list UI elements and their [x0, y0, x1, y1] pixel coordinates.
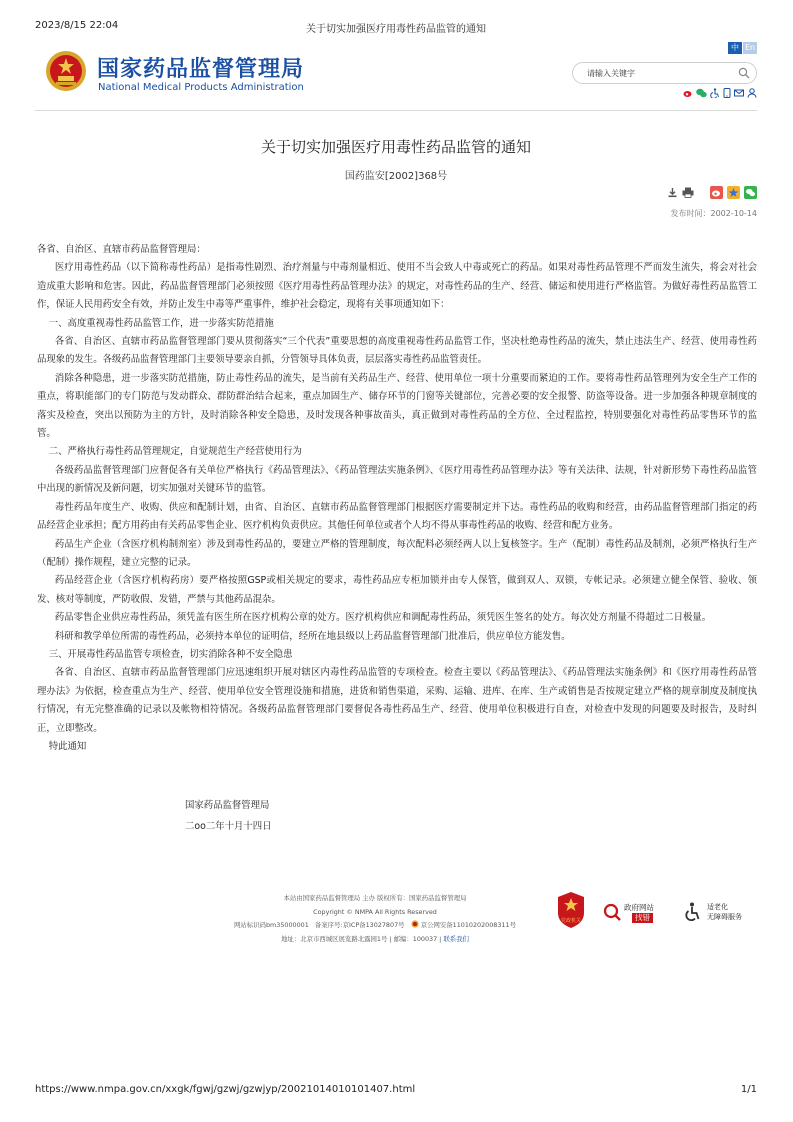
- contact-us-link[interactable]: 联系我们: [443, 934, 469, 943]
- lang-zh-button[interactable]: 中: [728, 42, 742, 54]
- footer-address: [215, 933, 535, 947]
- footer-copyright: Copyright © NMPA All Rights Reserved: [313, 907, 437, 916]
- search-icon[interactable]: [738, 67, 750, 79]
- print-timestamp: 2023/8/15 22:04: [35, 20, 119, 31]
- site-footer: [215, 892, 535, 946]
- article-tools: [667, 186, 757, 199]
- footer-address-text: 地址：北京市西城区展览路北露园1号 | 邮编：100037 |: [281, 934, 442, 943]
- gov-error-search-icon: [603, 903, 621, 921]
- share-wechat-icon[interactable]: [744, 186, 757, 199]
- paragraph: 各级药品监督管理部门应督促各有关单位严格执行《药品管理法》、《药品管理法实施条例》、《医疗用毒性药品管理办法》等有关法律、法规，针对新形势下毒性药品监管中出现的新情况及新问题，切实加强对关键环节的监管。: [37, 464, 757, 495]
- header-divider: [35, 110, 757, 111]
- article-title: 关于切实加强医疗用毒性药品监管的通知: [260, 138, 531, 156]
- accessibility-icon[interactable]: [710, 88, 720, 98]
- share-qzone-icon[interactable]: [727, 186, 740, 199]
- search-input[interactable]: [587, 67, 727, 80]
- site-name-cn[interactable]: 国家药品监督管理局: [97, 57, 305, 82]
- footer-records: [215, 919, 535, 933]
- language-switch: [728, 42, 757, 54]
- print-header: [35, 20, 757, 34]
- paragraph: 各省、自治区、直辖市药品监督管理部门要从贯彻落实“三个代表”重要思想的高度重视毒性药品监管工作，坚决杜绝毒性药品的流失，禁止违法生产、经营、使用毒性药品现象的发生。各级药品监督管理部门主要领导要亲自抓，分管领导具体负责，层层落实毒性药品监管责任。: [37, 336, 757, 366]
- paragraph: 药品经营企业（含医疗机构药房）要严格按照GSP或相关规定的要求，毒性药品应专柜加锁并由专人保管，做到双人、双锁，专帐记录。必须建立健全保管、验收、领发、核对等制度，严防收假、发错，严禁与其他药品混杂。: [37, 575, 757, 605]
- site-name-en[interactable]: National Medical Products Administration: [98, 82, 304, 93]
- footer-site-id: 网站标识码bm35000001: [234, 921, 309, 929]
- section-heading: 一、高度重视毒性药品监管工作，进一步落实防范措施: [48, 317, 274, 329]
- download-icon[interactable]: [667, 187, 678, 198]
- footer-icp[interactable]: 备案序号:京ICP备13027807号: [314, 921, 405, 929]
- paragraph: 各省、自治区、直辖市药品监督管理部门应迅速组织开展对辖区内毒性药品监管的专项检查。检查主要以《药品管理法》、《药品管理法实施条例》和《医疗用毒性药品管理办法》为依据，检查重点为生产、经营、使用单位安全管理设施和措施，进货和销售渠道，采购、运输、进库、在库、生产或销售是否按规定建立严格的规章制度及制度执行情况，有无完整准确的记录以及帐物相符情况。各级药品监督管理部门要督促各毒性药品生产、经营、使用单位积极进行自查，对检查中发现的问题要及时报告，及时纠正，立即整改。: [37, 667, 757, 734]
- document-number: 国药监安[2002]368号: [344, 171, 448, 182]
- footer-police-record[interactable]: 京公网安备11010202008311号: [420, 921, 516, 929]
- paragraph: 各省、自治区、直辖市药品监督管理局：: [37, 244, 206, 255]
- party-badge-text: 党政机关: [560, 918, 582, 924]
- mobile-icon[interactable]: [723, 88, 731, 98]
- paragraph: 科研和教学单位所需的毒性药品，必须持本单位的证明信，经所在地县级以上药品监督管理部门批准后，供应单位方能发售。: [54, 630, 571, 642]
- share-weibo-icon[interactable]: [710, 186, 723, 199]
- section-heading: 二、严格执行毒性药品管理规定，自觉规范生产经营使用行为: [48, 446, 302, 458]
- publish-date: 发布时间：2002-10-14: [670, 209, 757, 218]
- paragraph: 药品生产企业（含医疗机构制剂室）涉及到毒性药品的，要建立严格的管理制度，每次配料必须经两人以上复核签字。生产（配制）毒性药品及制剂，必须严格执行生产（配制）操作规程，建立完整的记录。: [37, 538, 757, 568]
- wheelchair-icon: [683, 902, 701, 922]
- party-government-badge-icon[interactable]: [556, 891, 586, 929]
- section-heading: 特此通知: [48, 740, 87, 752]
- paragraph: 药品零售企业供应毒性药品，须凭盖有医生所在医疗机构公章的处方。医疗机构供应和调配毒性药品，须凭医生签名的处方。每次处方剂量不得超过二日极量。: [54, 612, 712, 624]
- print-page-title: 关于切实加强医疗用毒性药品监管的通知: [306, 24, 486, 35]
- accessibility-service-badge[interactable]: [683, 900, 753, 924]
- mail-icon[interactable]: [734, 88, 744, 98]
- wechat-icon[interactable]: [696, 88, 707, 98]
- national-emblem-icon: [45, 50, 87, 92]
- user-icon[interactable]: [747, 88, 757, 98]
- accessibility-line2: 无障碍服务: [707, 913, 742, 921]
- gov-error-line1: 政府网站: [624, 903, 654, 912]
- signature-org: 国家药品监督管理局: [185, 800, 270, 811]
- search-box: [572, 62, 757, 84]
- social-icons: [683, 88, 757, 98]
- site-header: [35, 40, 757, 106]
- paragraph: 医疗用毒性药品（以下简称毒性药品）是指毒性剧烈、治疗剂量与中毒剂量相近、使用不当会致人中毒或死亡的药品。如果对毒性药品管理不严而发生流失，将会对社会造成重大影响和危害。因此，药品监督管理部门必须按照《医疗用毒性药品管理办法》的规定，对毒性药品的生产、经营、储运和使用进行严格监管。为做好毒性药品监管工作，保证人民用药安全有效，并防止发生中毒等严重事件，维护社会稳定，现将有关事项通知如下：: [37, 262, 757, 311]
- weibo-icon[interactable]: [683, 88, 693, 98]
- gov-site-error-badge[interactable]: [603, 900, 663, 924]
- paragraph: 消除各种隐患，进一步落实防范措施，防止毒性药品的流失，是当前有关药品生产、经营、使用单位一项十分重要而紧迫的工作。要将毒性药品管理列为安全生产工作的重点，将职能部门的专门防范与发动群众、群防群治结合起来，重点加固生产、储存环节的门窗等关键部位，完善必要的安全报警、防盗等设备。进一步加强各种规章制度的落实及检查，突出以预防为主的方针，及时消除各种安全隐患，及时发现各种事故苗头，真正做到对毒性药品的全方位、全过程监控，特别要强化对毒性药品零售环节的监管。: [37, 372, 757, 440]
- print-footer: [35, 1084, 757, 1098]
- accessibility-line1: 适老化: [707, 903, 728, 911]
- signature-date: 二oo二年十月十四日: [185, 821, 272, 832]
- article-body: [37, 241, 757, 756]
- print-icon[interactable]: [682, 187, 694, 198]
- section-heading: 三、开展毒性药品监管专项检查，切实消除各种不安全隐患: [48, 648, 293, 660]
- print-page-number: 1/1: [740, 1084, 757, 1095]
- police-badge-icon: [411, 920, 419, 928]
- gov-error-line2: 找错: [632, 913, 653, 923]
- print-url: https://www.nmpa.gov.cn/xxgk/fgwj/gzwj/gzwjyp/20021014010101407.html: [35, 1084, 416, 1095]
- footer-sponsor: 本站由国家药品监督管理局 主办 版权所有：国家药品监督管理局: [283, 894, 467, 902]
- paragraph: 毒性药品年度生产、收购、供应和配制计划，由省、自治区、直辖市药品监督管理部门根据医疗需要制定并下达。毒性药品的收购和经营，由药品监督管理部门指定的药品经营企业承担；配方用药由有关药品零售企业、医疗机构负责供应。其他任何单位或者个人均不得从事毒性药品的收购、经营和配方业务。: [37, 501, 757, 532]
- lang-en-button[interactable]: En: [744, 43, 756, 52]
